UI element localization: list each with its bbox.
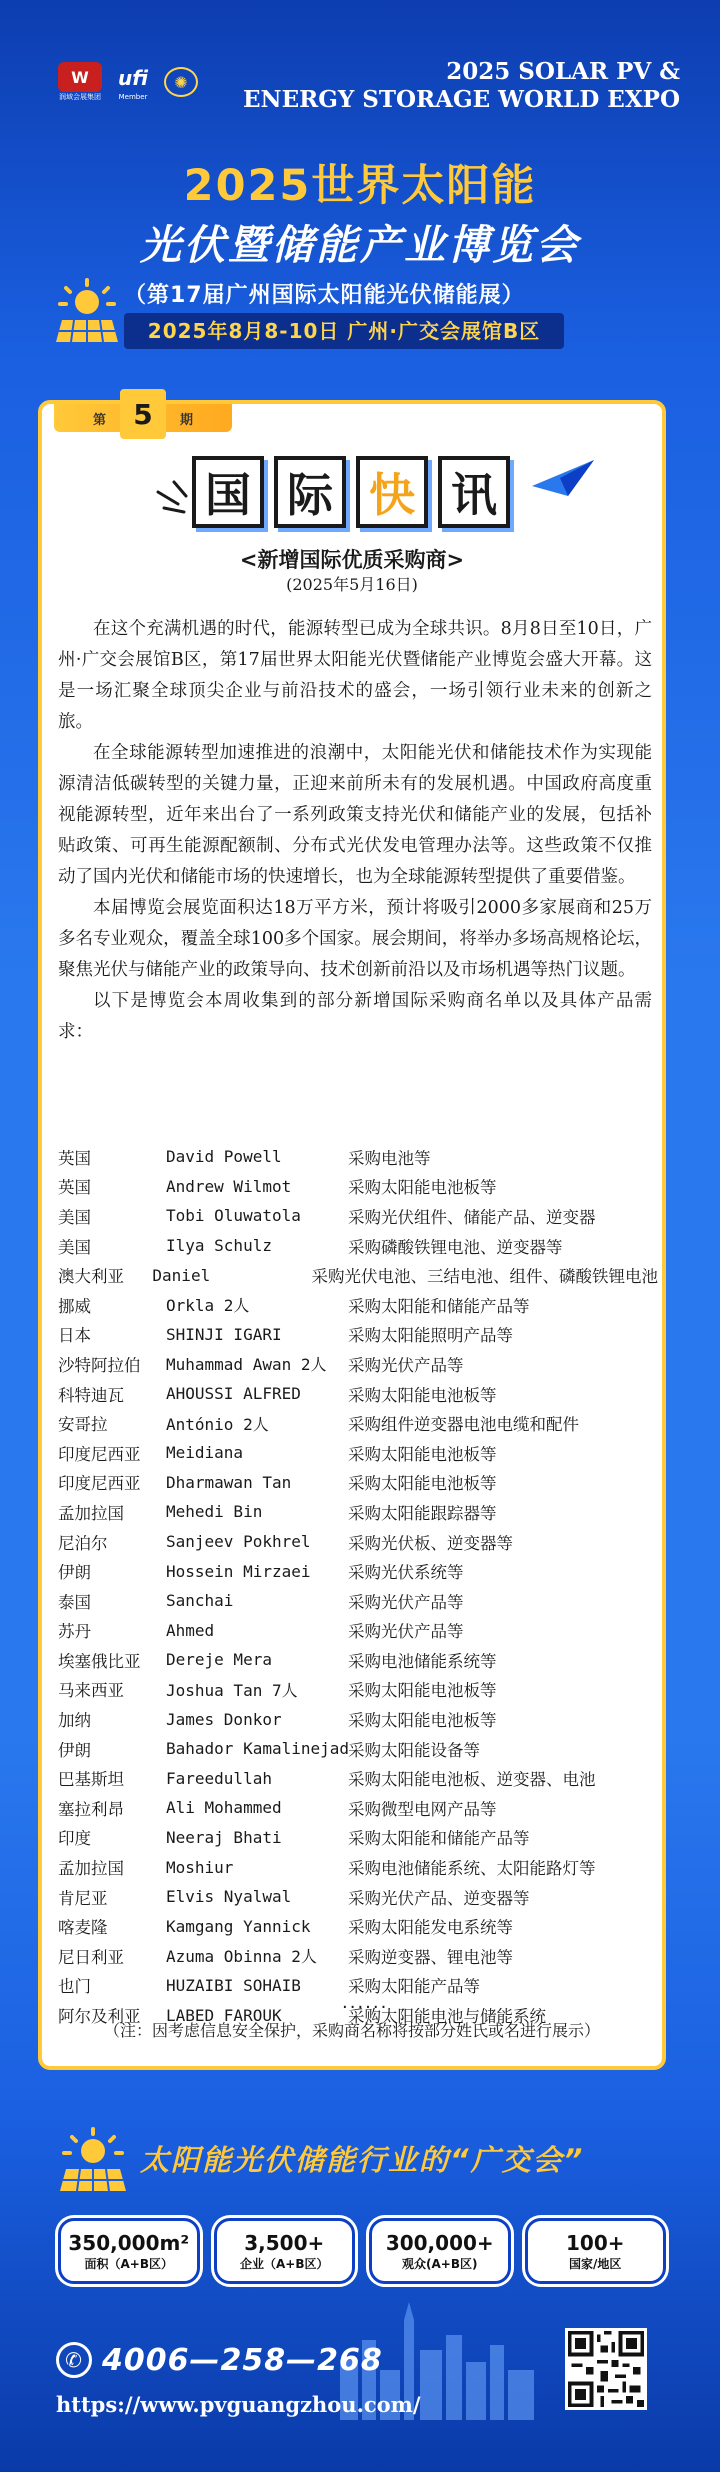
- stat-value: 3,500+: [244, 2230, 325, 2255]
- purchaser-demand: 采购光伏电池、三结电池、组件、磷酸铁锂电池: [311, 1267, 658, 1287]
- purchaser-demand: 采购电池储能系统等: [348, 1651, 497, 1671]
- issue-number: 5: [120, 389, 166, 439]
- purchaser-country: 肯尼亚: [58, 1888, 108, 1908]
- main-title-line1: 2025世界太阳能: [183, 161, 537, 211]
- purchaser-name: Neeraj Bhati: [166, 1827, 282, 1847]
- purchaser-country: 印度尼西亚: [58, 1474, 141, 1494]
- purchaser-country: 尼泊尔: [58, 1533, 108, 1553]
- purchaser-row: [58, 1142, 658, 1172]
- paragraph: 本届博览会展览面积达18万平方米，预计将吸引2000多家展商和25万多名专业观众，覆盖全球100多个国家。展会期间，将举办多场高规格论坛，聚焦光伏与储能产业的政策导向、技术创新前沿以及市场机遇等热门议题。: [58, 898, 652, 980]
- stat-value: 100+: [565, 2230, 625, 2255]
- website-link[interactable]: https://www.pvguangzhou.com/: [56, 2392, 421, 2417]
- news-subtitle: <新增国际优质采购商>: [239, 548, 465, 572]
- purchaser-demand: 采购电池储能系统、太阳能路灯等: [348, 1859, 596, 1879]
- purchaser-name: Fareedullah: [166, 1768, 272, 1788]
- purchaser-country: 美国: [58, 1207, 91, 1227]
- purchaser-name: Sanchai: [166, 1591, 234, 1611]
- stat-card: [214, 2218, 356, 2284]
- ufi-logo-sub: Member: [118, 93, 148, 101]
- purchaser-demand: 采购太阳能电池与储能系统: [348, 2007, 546, 2027]
- purchaser-country: 安哥拉: [58, 1415, 108, 1435]
- purchaser-list: [58, 1142, 658, 2030]
- purchaser-row: [58, 1260, 658, 1290]
- purchaser-demand: 采购太阳能电池板等: [348, 1711, 497, 1731]
- purchaser-country: 马来西亚: [58, 1681, 124, 1701]
- purchaser-row: [58, 1704, 658, 1734]
- purchaser-name: Meidiana: [166, 1443, 244, 1463]
- purchaser-name: António 2人: [166, 1414, 269, 1434]
- stat-value: 350,000m²: [68, 2230, 190, 2255]
- purchaser-name: Dharmawan Tan: [166, 1472, 292, 1492]
- article-body: [58, 614, 652, 1048]
- purchaser-row: [58, 1911, 658, 1941]
- stat-card: [58, 2218, 200, 2284]
- subtitle: （第17届广州国际太阳能光伏储能展）: [124, 283, 525, 308]
- purchaser-country: 喀麦隆: [58, 1918, 108, 1938]
- phone-number: 4006—258—268: [102, 2342, 383, 2378]
- privacy-note: （注：因考虑信息安全保护，采购商名称将按部分姓氏或名进行展示）: [103, 2021, 600, 2040]
- ufi-logo-mark: ufi: [118, 66, 148, 90]
- purchaser-name: SHINJI IGARI: [166, 1324, 282, 1344]
- expo-english-line2: ENERGY STORAGE WORLD EXPO: [243, 86, 680, 113]
- issue-badge: [54, 397, 232, 432]
- purchaser-name: AHOUSSI ALFRED: [166, 1384, 301, 1404]
- paragraph: 以下是博览会本周收集到的部分新增国际采购商名单以及具体产品需求：: [58, 991, 652, 1042]
- title-char: 际: [274, 456, 346, 528]
- purchaser-name: Orkla 2人: [166, 1296, 250, 1316]
- purchaser-name: Joshua Tan 7人: [166, 1680, 298, 1700]
- company-logo: [58, 62, 102, 102]
- title-char: 讯: [438, 456, 510, 528]
- sun-logo-icon: ✺: [164, 67, 198, 97]
- purchaser-name: Andrew Wilmot: [166, 1176, 292, 1196]
- international-news-title: [192, 456, 510, 528]
- purchaser-demand: 采购太阳能和储能产品等: [348, 1296, 530, 1316]
- purchaser-country: 英国: [58, 1148, 91, 1168]
- purchaser-demand: 采购太阳能电池板等: [348, 1681, 497, 1701]
- purchaser-name: James Donkor: [166, 1709, 282, 1729]
- purchaser-demand: 采购太阳能发电系统等: [348, 1918, 513, 1938]
- purchaser-demand: 采购微型电网产品等: [348, 1799, 497, 1819]
- purchaser-row: [58, 1941, 658, 1971]
- purchaser-demand: 采购太阳能和储能产品等: [348, 1829, 530, 1849]
- partner-logo: [164, 67, 198, 97]
- purchaser-row: [58, 1616, 658, 1646]
- purchaser-name: Mehedi Bin: [166, 1502, 263, 1522]
- purchaser-demand: 采购磷酸铁锂电池、逆变器等: [348, 1237, 563, 1257]
- purchaser-country: 沙特阿拉伯: [58, 1355, 141, 1375]
- purchaser-row: [58, 1763, 658, 1793]
- stat-label: 面积（A+B区）: [84, 2256, 173, 2271]
- purchaser-demand: 采购太阳能照明产品等: [348, 1326, 513, 1346]
- purchaser-name: Azuma Obinna 2人: [166, 1947, 317, 1967]
- purchaser-country: 苏丹: [58, 1622, 91, 1642]
- purchaser-name: Moshiur: [166, 1857, 234, 1877]
- purchaser-country: 塞拉利昂: [58, 1799, 124, 1819]
- purchaser-name: LABED FAROUK: [166, 2005, 282, 2025]
- company-logo-mark: W: [58, 62, 102, 92]
- news-date: (2025年5月16日): [286, 575, 418, 594]
- purchaser-name: HUZAIBI SOHAIB: [166, 1975, 301, 1995]
- purchaser-demand: 采购太阳能电池板、逆变器、电池: [348, 1770, 596, 1790]
- hotline[interactable]: [56, 2342, 383, 2378]
- expo-english-line1: 2025 SOLAR PV &: [446, 58, 680, 85]
- purchaser-country: 孟加拉国: [58, 1503, 124, 1523]
- purchaser-name: David Powell: [166, 1147, 282, 1167]
- purchaser-name: Sanjeev Pokhrel: [166, 1532, 311, 1552]
- purchaser-demand: 采购太阳能电池板等: [348, 1385, 497, 1405]
- purchaser-name: Daniel: [152, 1265, 211, 1285]
- purchaser-demand: 采购太阳能电池板等: [348, 1474, 497, 1494]
- expo-english-title: [243, 58, 680, 114]
- purchaser-country: 英国: [58, 1178, 91, 1198]
- company-logo-text: 润域会展集团: [59, 93, 101, 101]
- purchaser-name: Muhammad Awan 2人: [166, 1355, 327, 1375]
- purchaser-country: 伊朗: [58, 1563, 91, 1583]
- purchaser-row: [58, 1645, 658, 1675]
- purchaser-country: 加纳: [58, 1711, 91, 1731]
- stat-card: [369, 2218, 511, 2284]
- header: [0, 0, 720, 400]
- slogan: 太阳能光伏储能行业的“广交会”: [140, 2143, 585, 2177]
- purchaser-country: 印度尼西亚: [58, 1444, 141, 1464]
- purchaser-country: 泰国: [58, 1592, 91, 1612]
- stat-card: [525, 2218, 667, 2284]
- purchaser-row: [58, 1172, 658, 1202]
- title-char-highlight: 快: [356, 456, 428, 528]
- stat-label: 企业（A+B区）: [240, 2256, 329, 2271]
- paragraph: 在这个充满机遇的时代，能源转型已成为全球共识。8月8日至10日，广州·广交会展馆B区，第17届世界太阳能光伏暨储能产业博览会盛大开幕。这是一场汇聚全球顶尖企业与前沿技术的盛会，一场引领行业未来的创新之旅。: [58, 619, 652, 732]
- purchaser-row: [58, 1468, 658, 1498]
- purchaser-row: [58, 1349, 658, 1379]
- purchaser-name: Ilya Schulz: [166, 1236, 272, 1256]
- stat-value: 300,000+: [385, 2230, 494, 2255]
- news-card: [38, 397, 666, 2070]
- purchaser-name: Ali Mohammed: [166, 1798, 282, 1818]
- purchaser-name: Bahador Kamalinejad: [166, 1739, 350, 1759]
- purchaser-country: 孟加拉国: [58, 1859, 124, 1879]
- logo-group: [58, 62, 198, 102]
- purchaser-demand: 采购电池等: [348, 1148, 431, 1168]
- purchaser-demand: 采购组件逆变器电池电缆和配件: [348, 1415, 579, 1435]
- purchaser-country: 也门: [58, 1977, 91, 1997]
- purchaser-name: Elvis Nyalwal: [166, 1887, 292, 1907]
- purchaser-country: 澳大利亚: [58, 1267, 124, 1287]
- purchaser-row: [58, 1586, 658, 1616]
- purchaser-demand: 采购太阳能电池板等: [348, 1178, 497, 1198]
- purchaser-demand: 采购光伏组件、储能产品、逆变器: [348, 1207, 596, 1227]
- purchaser-row: [58, 1231, 658, 1261]
- purchaser-demand: 采购光伏产品等: [348, 1622, 464, 1642]
- list-ellipsis: ......: [342, 1992, 389, 2013]
- purchaser-row: [58, 1497, 658, 1527]
- purchaser-row: [58, 1201, 658, 1231]
- issue-suffix: 期: [180, 412, 194, 428]
- purchaser-name: Hossein Mirzaei: [166, 1561, 311, 1581]
- ufi-logo: [116, 63, 150, 101]
- purchaser-demand: 采购光伏板、逆变器等: [348, 1533, 513, 1553]
- purchaser-country: 阿尔及利亚: [58, 2007, 141, 2027]
- purchaser-row: [58, 1527, 658, 1557]
- purchaser-country: 伊朗: [58, 1740, 91, 1760]
- date-venue-bar: 2025年8月8-10日 广州·广交会展馆B区: [124, 313, 564, 349]
- purchaser-row: [58, 1882, 658, 1912]
- purchaser-demand: 采购逆变器、锂电池等: [348, 1947, 513, 1967]
- purchaser-demand: 采购太阳能设备等: [348, 1740, 480, 1760]
- title-char: 国: [192, 456, 264, 528]
- decorative-lines-icon: [134, 474, 190, 514]
- purchaser-row: [58, 1793, 658, 1823]
- purchaser-demand: 采购太阳能电池板等: [348, 1444, 497, 1464]
- purchaser-country: 埃塞俄比亚: [58, 1651, 141, 1671]
- stat-label: 观众(A+B区): [402, 2256, 478, 2271]
- purchaser-row: [58, 1379, 658, 1409]
- purchaser-row: [58, 1852, 658, 1882]
- purchaser-country: 尼日利亚: [58, 1947, 124, 1967]
- issue-prefix: 第: [92, 412, 106, 428]
- purchaser-country: 日本: [58, 1326, 91, 1346]
- paragraph: 在全球能源转型加速推进的浪潮中，太阳能光伏和储能技术作为实现能源清洁低碳转型的关键力量，正迎来前所未有的发展机遇。中国政府高度重视能源转型，近年来出台了一系列政策支持光伏和储能产业的发展，包括补贴政策、可再生能源配额制、分布式光伏发电管理办法等。这些政策不仅推动了国内光伏和储能市场的快速增长，也为全球能源转型提供了重要借鉴。: [58, 743, 652, 887]
- stat-label: 国家/地区: [569, 2256, 622, 2271]
- purchaser-name: Tobi Oluwatola: [166, 1206, 301, 1226]
- purchaser-country: 印度: [58, 1829, 91, 1849]
- purchaser-row: [58, 1556, 658, 1586]
- main-title-line2: 光伏暨储能产业博览会: [140, 221, 580, 269]
- purchaser-demand: 采购光伏产品等: [348, 1592, 464, 1612]
- purchaser-row: [58, 1290, 658, 1320]
- purchaser-name: Ahmed: [166, 1620, 215, 1640]
- sun-solar-panel-icon: [52, 276, 122, 346]
- purchaser-country: 科特迪瓦: [58, 1385, 124, 1405]
- stats-row: [58, 2218, 666, 2284]
- purchaser-name: Kamgang Yannick: [166, 1916, 311, 1936]
- purchaser-country: 美国: [58, 1237, 91, 1257]
- paper-plane-icon: [528, 456, 598, 500]
- phone-icon: ✆: [56, 2342, 92, 2378]
- purchaser-demand: 采购光伏产品等: [348, 1355, 464, 1375]
- sun-solar-panel-icon: [54, 2125, 132, 2195]
- purchaser-row: [58, 1734, 658, 1764]
- purchaser-demand: 采购太阳能跟踪器等: [348, 1503, 497, 1523]
- purchaser-country: 巴基斯坦: [58, 1770, 124, 1790]
- purchaser-row: [58, 1320, 658, 1350]
- purchaser-country: 挪威: [58, 1296, 91, 1316]
- qr-code[interactable]: [565, 2328, 647, 2410]
- purchaser-row: [58, 1408, 658, 1438]
- purchaser-row: [58, 1823, 658, 1853]
- purchaser-demand: 采购光伏产品、逆变器等: [348, 1888, 530, 1908]
- purchaser-row: [58, 1438, 658, 1468]
- purchaser-demand: 采购太阳能产品等: [348, 1977, 480, 1997]
- purchaser-demand: 采购光伏系统等: [348, 1563, 464, 1583]
- purchaser-row: [58, 1675, 658, 1705]
- purchaser-name: Dereje Mera: [166, 1650, 272, 1670]
